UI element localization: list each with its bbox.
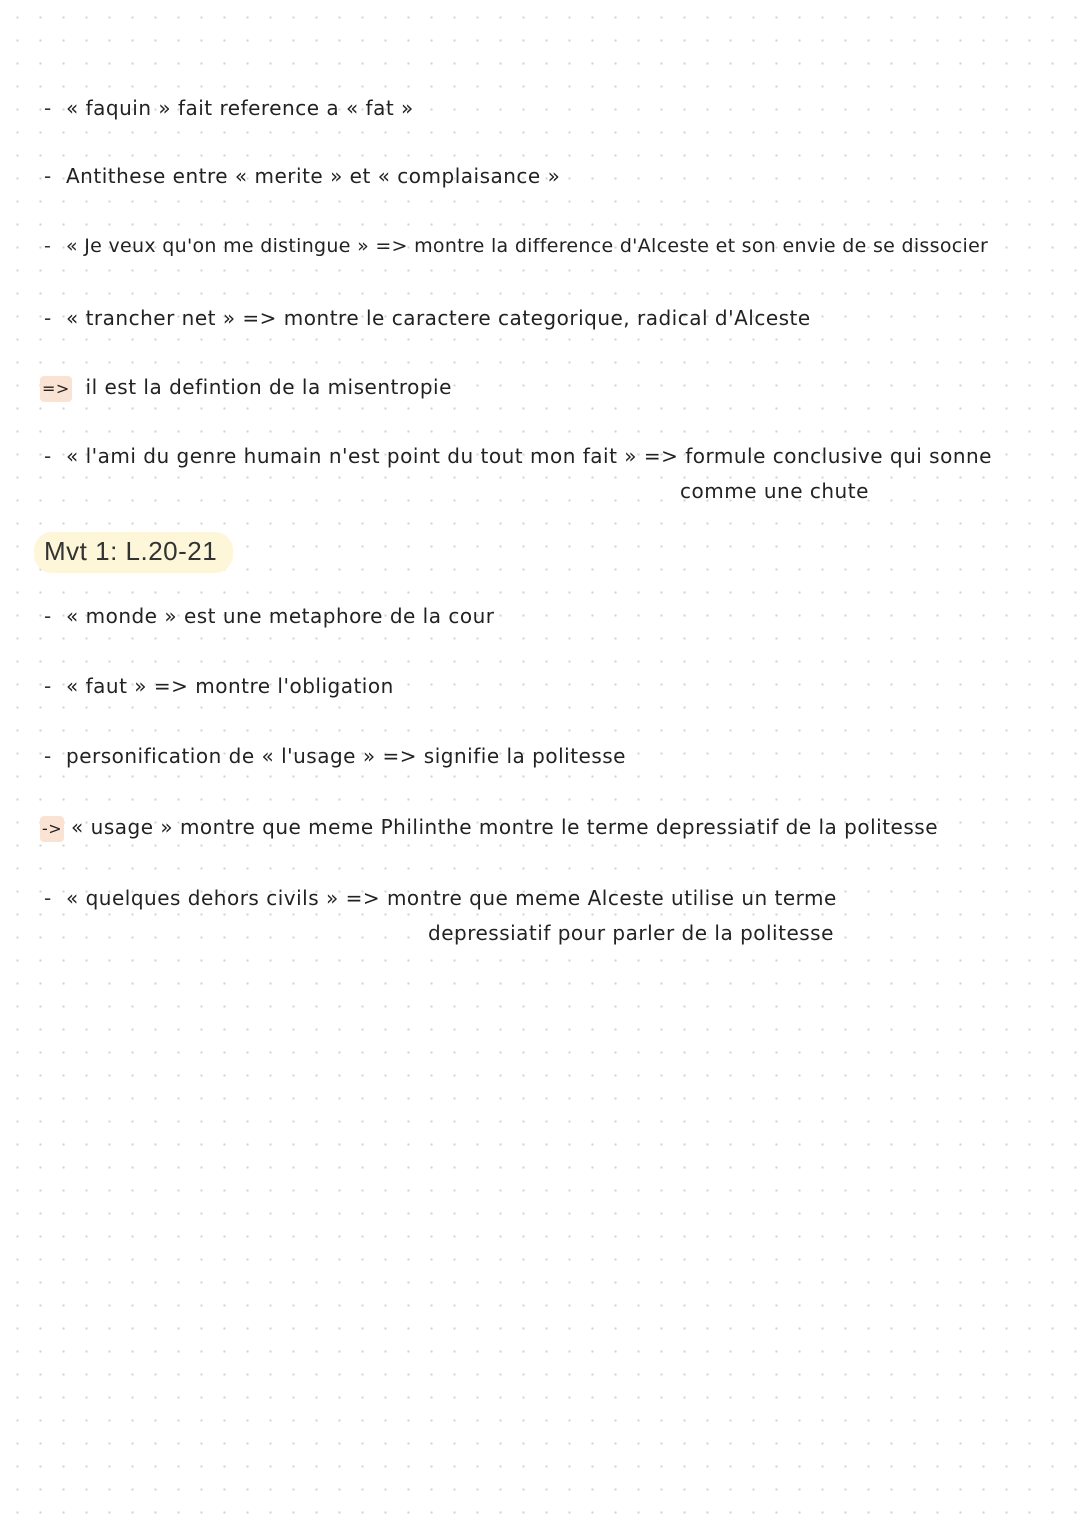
note-text: « monde » est une metaphore de la cour (66, 604, 495, 628)
bullet-dash: - (44, 744, 52, 768)
arrow-marker: -> (40, 816, 64, 842)
section-heading: Mvt 1: L.20-21 (34, 532, 233, 573)
note-text: « faut » => montre l'obligation (66, 674, 394, 698)
note-text: « faquin » fait reference a « fat » (66, 96, 414, 120)
note-text: Antithese entre « merite » et « complaisance » (66, 164, 561, 188)
bullet-dash: - (44, 306, 52, 330)
bullet-dash: - (44, 164, 52, 188)
note-line-2 (44, 163, 560, 189)
note-text: il est la defintion de la misentropie (85, 375, 452, 399)
bullet-dash: - (44, 674, 52, 698)
note-line-4 (44, 305, 811, 331)
arrow-marker: => (40, 376, 72, 402)
note-line-10 (40, 814, 938, 842)
note-line-5 (40, 374, 452, 402)
note-line-1 (44, 95, 414, 121)
note-line-11-continuation: depressiatif pour parler de la politesse (428, 921, 834, 945)
bullet-dash: - (44, 96, 52, 120)
bullet-dash: - (44, 444, 52, 468)
note-text: « l'ami du genre humain n'est point du tout mon fait » => formule conclusive qui sonne (66, 444, 992, 468)
bullet-dash: - (44, 886, 52, 910)
note-line-6-continuation: comme une chute (680, 479, 869, 503)
note-text: « usage » montre que meme Philinthe montre le terme depressiatif de la politesse (71, 815, 939, 839)
note-text: « Je veux qu'on me distingue » => montre la difference d'Alceste et son envie de se dissocier (66, 235, 989, 257)
note-line-11 (44, 885, 837, 911)
note-line-6 (44, 443, 992, 469)
note-line-7 (44, 603, 494, 629)
note-line-9 (44, 743, 626, 769)
bullet-dash: - (44, 235, 52, 257)
note-text: personification de « l'usage » => signifie la politesse (66, 744, 626, 768)
note-text: « quelques dehors civils » => montre que meme Alceste utilise un terme (66, 886, 837, 910)
note-line-3 (44, 233, 988, 259)
note-text: « trancher net » => montre le caractere categorique, radical d'Alceste (66, 306, 811, 330)
note-line-8 (44, 673, 394, 699)
bullet-dash: - (44, 604, 52, 628)
